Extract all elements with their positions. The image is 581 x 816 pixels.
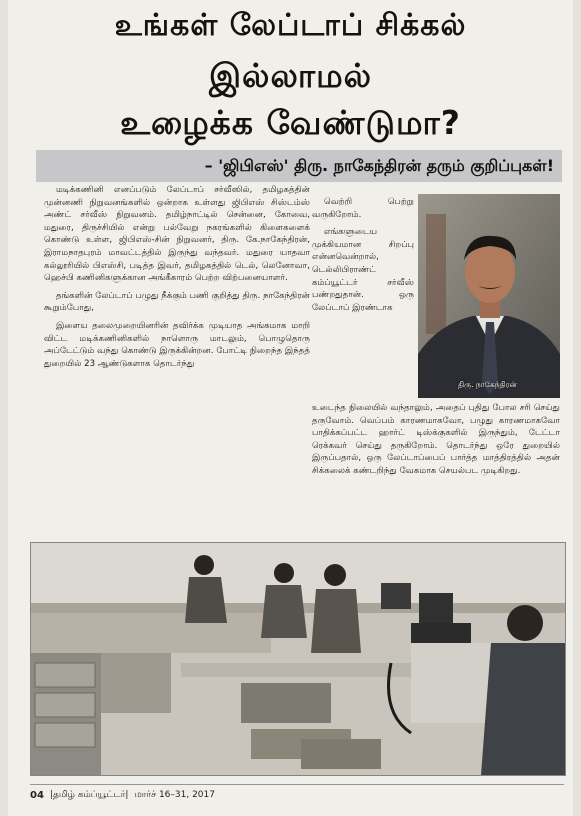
portrait-photo: [418, 194, 560, 398]
article-column-2-top: [312, 196, 414, 319]
workshop-photo: [30, 542, 566, 776]
subheading-text: – 'ஜிபிஎஸ்' திரு. நாகேந்திரன் தரும் குறிப்புகள்!: [204, 155, 554, 175]
issue-date: மார்ச் 16–31, 2017: [134, 790, 215, 800]
page-number: 04: [30, 790, 44, 801]
article-paragraph: உடைந்த நிலையில் வந்தாலும், அதைப் புதிது போல சரி செய்து தருவோம். வெப்பம் காரணமாகவோ, பழுது காரணமாகவோ பாதிக்கப்பட்ட ஹார்ட் டிஸ்க்குகளில் இருந்தும், டேட்டா ரெக்கவர் செய்து தருகிறோம். தொடர்ந்து ஒரே துறையில் இருப்பதால், ஒரு லேப்டாப்பைப் பார்த்த மாத்திரத்தில் அதன் சிக்கலைக் கண்டறிந்து வேகமாக செயல்பட முடிகிறது.: [312, 403, 560, 476]
article-paragraph: மடிக்கணினி எனப்படும் லேப்டாப் சர்வீஸில், தமிழகத்தின் முன்னணி நிறுவனங்களில் ஒன்றாக உள்ளது ஜிபிஎஸ் சிஸ்டம்ஸ் அண்ட் சர்வீஸ் நிறுவனம். தமிழ்நாட்டில் சென்னை, கோவை, மதுரை, திருச்சியில் என்று பல்வேறு நகரங்களில் கிளைகளைக் கொண்டு உள்ள, ஜிபிஎஸ்-சின் நிறுவனர், திரு. கே.நாகேந்திரன், இராமநாதபுரம் மாவட்டத்தில் இருந்து வந்தவர். மதுரை யாதவா கல்லூரியில் பிஎஸ்சி, படித்த இவர், தமிழகத்தில் டெல், லெனோவா, ஹெச்பி கணினிகளுக்கான அங்கீகாரம் பெற்ற விற்பனையாளர்.: [44, 185, 310, 284]
headline-line-1: உங்கள் லேப்டாப் சிக்கல்: [114, 8, 467, 43]
magazine-name: |தமிழ் கம்ப்யூட்டர்|: [49, 790, 129, 800]
subheading-band: [36, 150, 562, 182]
article-column-2-bottom: [312, 402, 560, 483]
magazine-page: [8, 0, 573, 816]
headline-line-3: உழைக்க வேண்டுமா?: [120, 103, 461, 142]
workshop-illustration: [31, 543, 565, 775]
headline-line-2: இல்லாமல்: [208, 56, 373, 95]
article-paragraph: இளைய தலைமுறையினரின் தவிர்க்க முடியாத அங்கமாக மாறி விட்ட மடிக்கணினிகளில் நாளொரு மாடலும், பொழுதொரு அப்டேட்டும் வந்து கொண்டு இருக்கின்றன. போட்டி நிறைந்த இந்தத் துறையில் 23 ஆண்டுகளாக தொடர்ந்து: [44, 320, 310, 369]
article-paragraph: எங்களுடைய முக்கியமான சிறப்பு என்னவென்றால், டெல்லிபிராண்ட் கம்ப்யூட்டர் சர்வீஸ் பண்றதுதான். ஒரு லேப்டாப் இரண்டாக: [312, 227, 414, 313]
article-paragraph: வெற்றி பெற்று வருகிறோம்.: [312, 197, 414, 220]
page-footer: [30, 790, 215, 801]
article-column-1: [44, 184, 310, 375]
footer-rule: [30, 784, 564, 785]
portrait-illustration: [418, 194, 560, 398]
article-paragraph: தங்களின் லேப்டாப் பழுது நீக்கும் பணி குறித்து திரு. நாகேந்திரன் கூறும்போது,: [44, 290, 310, 314]
portrait-caption: திரு. நாகேந்திரன்: [458, 380, 517, 389]
